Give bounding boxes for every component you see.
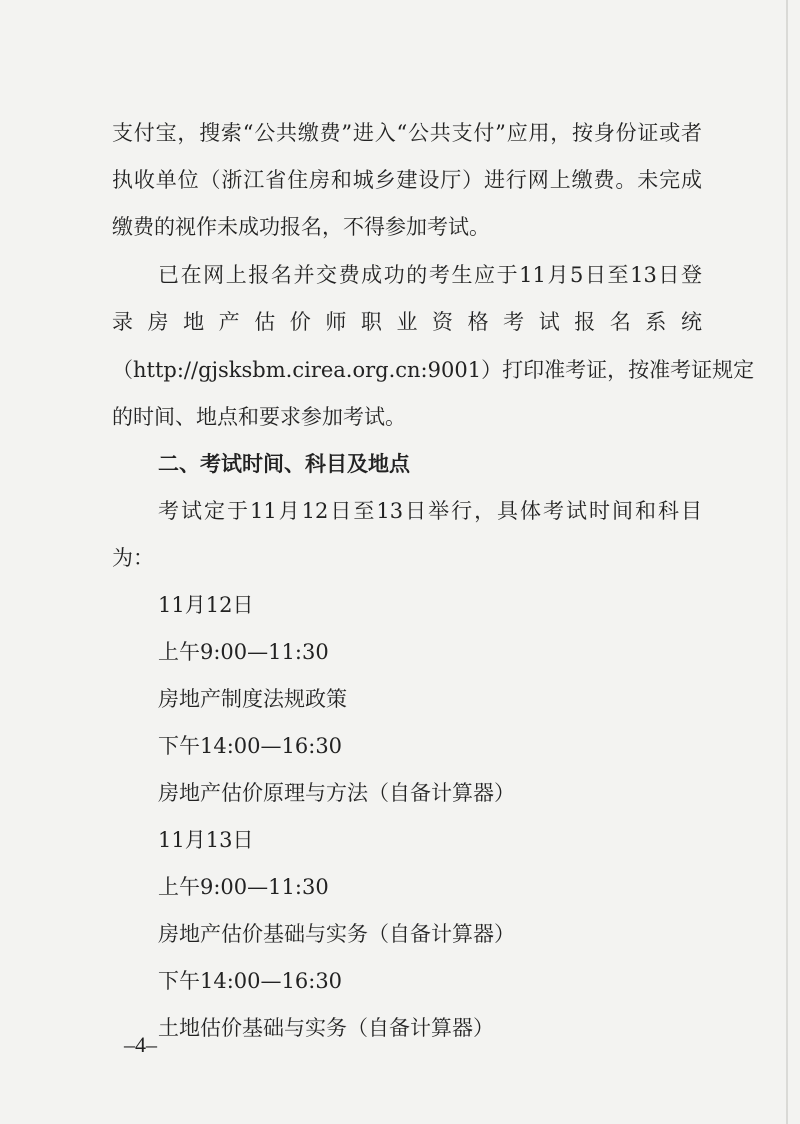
schedule-time: 上午9:00—11:30	[158, 640, 329, 664]
schedule-subject: 房地产估价基础与实务（自备计算器）	[158, 922, 515, 946]
schedule-time: 上午9:00—11:30	[158, 875, 329, 899]
schedule-time: 下午14:00—16:30	[158, 734, 343, 758]
paragraph-line: 的时间、地点和要求参加考试。	[112, 405, 406, 429]
schedule-time: 下午14:00—16:30	[158, 969, 343, 993]
section-heading: 二、考试时间、科目及地点	[158, 452, 410, 476]
schedule-date: 11月12日	[158, 593, 254, 617]
schedule-subject: 房地产制度法规政策	[158, 687, 347, 711]
schedule-subject: 土地估价基础与实务（自备计算器）	[158, 1016, 494, 1040]
paragraph-line: （http://gjsksbm.cirea.org.cn:9001）打印准考证，按准考证规定	[112, 358, 755, 382]
scan-edge	[786, 0, 788, 1124]
paragraph-line: 执收单位（浙江省住房和城乡建设厅）进行网上缴费。未完成	[112, 168, 702, 192]
paragraph-line: 为：	[112, 546, 154, 570]
schedule-date: 11月13日	[158, 828, 254, 852]
paragraph-line: 录房地产估价师职业资格考试报名系统	[112, 310, 702, 334]
page-number: –4–	[124, 1032, 157, 1057]
paragraph-line: 缴费的视作未成功报名，不得参加考试。	[112, 215, 490, 239]
paragraph-line: 考试定于11月12日至13日举行，具体考试时间和科目	[158, 499, 702, 523]
paragraph-line: 支付宝，搜索“公共缴费”进入“公共支付”应用，按身份证或者	[112, 121, 702, 145]
paragraph-line: 已在网上报名并交费成功的考生应于11月5日至13日登	[158, 263, 702, 287]
schedule-subject: 房地产估价原理与方法（自备计算器）	[158, 781, 515, 805]
